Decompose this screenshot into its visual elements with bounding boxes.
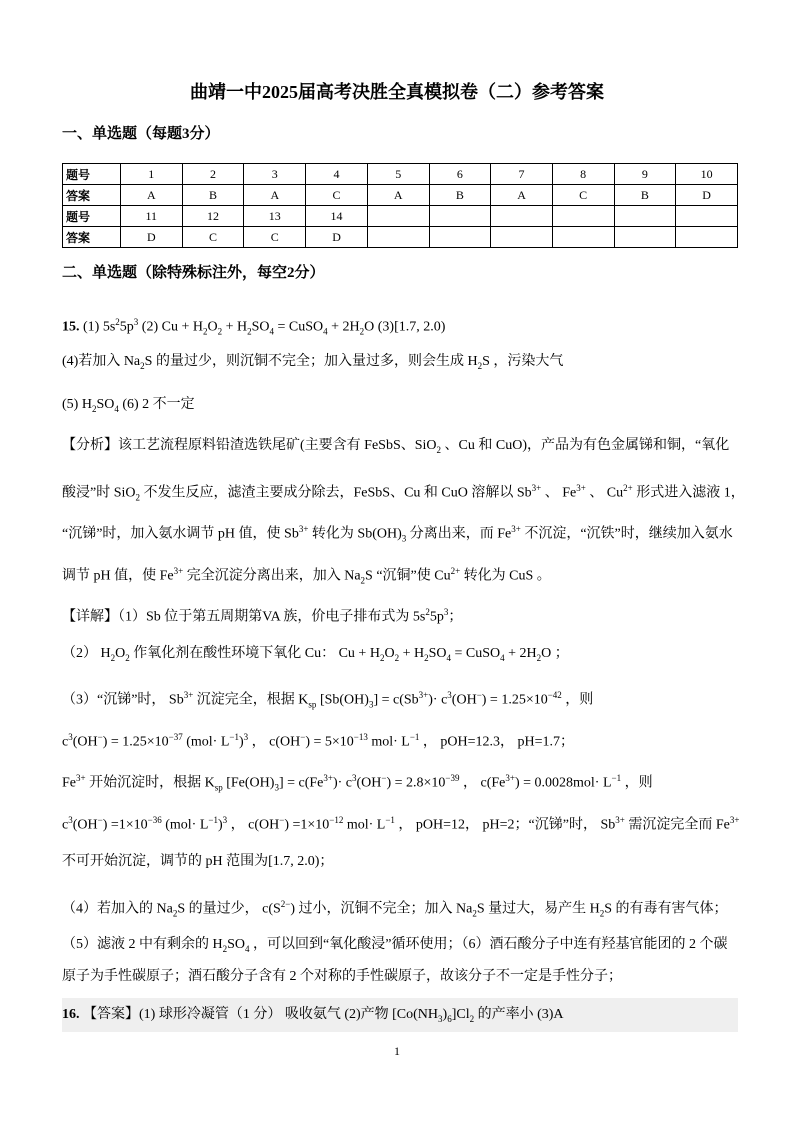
text-segment: 4 — [500, 652, 505, 663]
table-cell — [676, 206, 738, 227]
text-segment: (6) 2 不一定 — [118, 397, 195, 412]
text-segment: 6 — [447, 1013, 452, 1024]
text-segment: 【详解】（1）Sb 位于第五周期第VA 族，价电子排布式为 5s — [62, 609, 426, 625]
text-segment: 3+ — [576, 483, 586, 493]
text-segment: 3 — [352, 773, 357, 783]
text-segment: 、 Cu — [585, 485, 624, 501]
text-segment: 调节 pH 值，使 Fe — [62, 568, 174, 584]
text-segment: − — [381, 773, 387, 783]
text-segment: sp — [214, 782, 223, 793]
text-segment: (4)若加入 Na — [62, 354, 141, 369]
table-cell — [552, 227, 614, 248]
table-cell — [491, 206, 553, 227]
text-segment: 2− — [280, 899, 291, 909]
table-cell: 4 — [306, 164, 368, 185]
text-segment: 2 — [135, 492, 140, 503]
text-segment: 2 — [172, 908, 178, 919]
row-header: 题号 — [63, 206, 121, 227]
table-cell: A — [491, 185, 553, 206]
text-segment: −1 — [385, 815, 395, 825]
table-cell: 13 — [244, 206, 306, 227]
text-segment: 3+ — [511, 524, 521, 534]
text-segment: − — [279, 815, 285, 825]
text-segment: 2 — [359, 326, 365, 337]
text-segment: 3 — [447, 690, 452, 700]
text-line — [62, 352, 738, 376]
text-segment: O ； — [541, 646, 569, 661]
text-segment: Fe — [62, 775, 76, 791]
text-segment: [Fe(OH) — [222, 775, 275, 791]
text-segment: mol· L — [343, 817, 386, 833]
text-segment: (mol· L — [182, 734, 230, 750]
text-segment: ) — [442, 1007, 448, 1022]
text-segment: 不沉淀，“沉铁”时，继续加入氨水 — [520, 526, 733, 542]
text-segment: 2 — [247, 326, 252, 337]
text-line — [62, 478, 745, 507]
text-segment: 4 — [446, 652, 451, 663]
text-line — [62, 519, 738, 548]
text-segment: 3+ — [418, 690, 429, 700]
text-segment: ， c(Fe — [459, 775, 506, 791]
text-segment: − — [97, 732, 103, 742]
text-segment: 3 — [133, 317, 139, 327]
text-segment: 3 — [243, 732, 249, 742]
table-cell: D — [306, 227, 368, 248]
text-segment: 、Cu 和 CuO)，产品为有色金属锑和铜，“氧化 — [441, 438, 730, 453]
text-segment: S 的有毒有害气体； — [604, 901, 728, 917]
text-segment: ； — [448, 609, 463, 625]
text-line — [62, 935, 738, 959]
text-segment: ) =1×10 — [284, 817, 330, 833]
text-segment: − — [300, 732, 306, 742]
text-segment: 的产率小 (3)A — [474, 1007, 564, 1022]
text-segment: −12 — [329, 815, 344, 825]
section-heading-1: 一、单选题（每题3分） — [62, 126, 220, 142]
text-segment: −36 — [147, 815, 162, 825]
text-line — [62, 967, 738, 987]
text-line — [62, 602, 738, 628]
table-cell: B — [429, 185, 491, 206]
table-cell: 11 — [120, 206, 182, 227]
text-segment: 3+ — [615, 815, 625, 825]
text-segment: ，可以回到“氧化酸浸”循环使用；（6）酒石酸分子中连有羟基官能团的 2 个碳 — [249, 937, 728, 952]
text-segment: 3 — [222, 815, 228, 825]
text-segment: 3+ — [729, 815, 740, 825]
text-segment: 3+ — [76, 773, 86, 783]
text-segment: 【答案】(1) 球形冷凝管（1 分） 吸收氨气 (2)产物 [Co(NH — [79, 1007, 439, 1022]
table-cell — [491, 227, 553, 248]
text-segment: ) 过小，沉铜不完全；加入 Na — [290, 901, 473, 917]
text-segment: −1 — [409, 732, 420, 742]
table-cell: B — [614, 185, 676, 206]
row-header: 答案 — [63, 227, 121, 248]
table-cell: 7 — [491, 164, 553, 185]
text-line — [62, 312, 738, 341]
text-segment: ) = 2.8×10 — [386, 775, 446, 791]
row-header: 答案 — [63, 185, 121, 206]
table-cell — [429, 227, 491, 248]
text-segment: 2 — [202, 326, 208, 337]
table-cell — [614, 227, 676, 248]
text-segment: ) — [217, 817, 223, 833]
text-segment: 分离出来，而 Fe — [406, 526, 512, 542]
text-segment: 【分析】该工艺流程原料铅渣选铁尾矿(主要含有 FeSbS、SiO — [62, 438, 437, 453]
text-segment: ) = 5×10 — [305, 734, 354, 750]
text-segment: ，则 — [561, 692, 594, 708]
text-segment: + 2H — [327, 319, 360, 335]
text-segment: S ，污染大气 — [482, 354, 564, 369]
text-segment: （2） H — [62, 646, 111, 661]
table-cell: 14 — [306, 206, 368, 227]
text-segment: ] = c(Sb — [373, 692, 419, 708]
text-segment: 5p — [119, 319, 134, 335]
table-cell: 9 — [614, 164, 676, 185]
text-segment: 3 — [368, 699, 374, 710]
text-segment: [Sb(OH) — [316, 692, 369, 708]
text-segment: sp — [308, 699, 317, 710]
table-cell — [367, 206, 429, 227]
page-title: 曲靖一中2025届高考决胜全真模拟卷（二）参考答案 — [190, 82, 604, 102]
table-cell: 12 — [182, 206, 244, 227]
text-segment: c — [62, 734, 69, 750]
table-cell — [614, 206, 676, 227]
table-cell: 10 — [676, 164, 738, 185]
table-cell: 1 — [120, 164, 182, 185]
text-segment: 2 — [110, 652, 116, 663]
text-segment: 不可开始沉淀，调节的 pH 范围为[1.7, 2.0)； — [62, 854, 334, 869]
text-segment: 2 — [91, 403, 97, 414]
text-segment: 2 — [217, 326, 223, 337]
row-header: 题号 — [63, 164, 121, 185]
table-cell: D — [676, 185, 738, 206]
text-segment: (5) H — [62, 397, 92, 412]
table-row — [63, 206, 738, 227]
table-cell: C — [306, 185, 368, 206]
text-segment: 2 — [477, 360, 483, 371]
table-cell: C — [244, 227, 306, 248]
text-segment: mol· L — [367, 734, 410, 750]
text-segment: S 量过大，易产生 H — [476, 901, 600, 917]
text-segment: 3 — [68, 815, 73, 825]
table-cell: 6 — [429, 164, 491, 185]
text-segment: ) = 0.0028mol· L — [514, 775, 612, 791]
text-segment: −37 — [168, 732, 183, 742]
text-segment: ， pOH=12.3， pH=1.7； — [419, 734, 575, 750]
text-segment: SO — [96, 397, 115, 412]
text-segment: ) = 1.25×10 — [481, 692, 548, 708]
text-segment: 沉淀完全，根据 K — [193, 692, 309, 708]
text-segment: (OH — [72, 734, 98, 750]
text-line — [62, 685, 738, 714]
text-segment: S 的量过少， c(S — [177, 901, 281, 917]
text-segment: 3+ — [173, 566, 184, 576]
text-segment: 4 — [323, 326, 328, 337]
table-cell: D — [120, 227, 182, 248]
text-line — [62, 436, 738, 460]
table-cell: A — [244, 185, 306, 206]
text-segment: + H — [399, 646, 425, 661]
text-segment: (OH — [451, 692, 477, 708]
text-segment: S 的量过少，则沉铜不完全；加入量过多，则会生成 H — [144, 354, 478, 369]
text-segment: = CuSO — [450, 646, 501, 661]
text-segment: 2 — [536, 652, 542, 663]
text-segment: −1 — [229, 732, 239, 742]
text-segment: 需沉淀完全而 Fe — [624, 817, 730, 833]
text-segment: −42 — [547, 690, 562, 700]
table-cell — [552, 206, 614, 227]
text-line — [62, 768, 738, 797]
text-segment: 不发生反应，滤渣主要成分除去，FeSbS、Cu 和 CuO 溶解以 Sb — [140, 485, 532, 501]
text-segment: + H — [222, 319, 248, 335]
table-cell — [367, 227, 429, 248]
text-segment: 4 — [114, 403, 119, 414]
text-segment: 2 — [425, 607, 430, 617]
question-number: 15. — [62, 319, 80, 335]
text-segment: 2 — [469, 1013, 475, 1024]
table-cell: 3 — [244, 164, 306, 185]
text-segment: 2 — [360, 575, 366, 586]
text-segment: 形式进入滤液 1， — [632, 485, 745, 501]
table-cell: A — [120, 185, 182, 206]
text-segment: (OH — [72, 817, 98, 833]
text-segment: S “沉铜”使 Cu — [365, 568, 451, 584]
table-cell: 5 — [367, 164, 429, 185]
text-segment: 2 — [379, 652, 385, 663]
text-segment: （5）滤液 2 中有剩余的 H — [62, 937, 223, 952]
text-segment: ， pOH=12， pH=2；“沉锑”时， Sb — [394, 817, 616, 833]
text-segment: 3+ — [531, 483, 542, 493]
text-segment: − — [97, 815, 103, 825]
table-cell: A — [367, 185, 429, 206]
text-segment: 3+ — [505, 773, 515, 783]
text-line — [62, 894, 738, 923]
text-segment: 2 — [436, 444, 442, 455]
text-line — [62, 644, 738, 668]
text-segment: 3+ — [298, 524, 309, 534]
text-segment: （3）“沉锑”时， Sb — [62, 692, 184, 708]
text-line — [62, 395, 738, 419]
text-segment: “沉锑”时，加入氨水调节 pH 值，使 Sb — [62, 526, 299, 542]
text-segment: SO — [251, 319, 270, 335]
text-line — [62, 810, 738, 836]
text-segment: 3+ — [323, 773, 333, 783]
table-row — [63, 185, 738, 206]
text-segment: + 2H — [504, 646, 537, 661]
text-segment: 3 — [274, 782, 279, 793]
text-segment: O — [384, 646, 395, 661]
text-segment: 2 — [472, 908, 477, 919]
text-segment: = CuSO — [274, 319, 324, 335]
table-cell — [429, 206, 491, 227]
text-segment: (mol· L — [161, 817, 209, 833]
text-segment: 2 — [424, 652, 429, 663]
text-segment: 3 — [438, 1013, 443, 1024]
text-line — [62, 998, 738, 1032]
text-segment: 2+ — [623, 483, 633, 493]
text-segment: O (3)[1.7, 2.0) — [364, 319, 446, 335]
text-segment: SO — [428, 646, 447, 661]
text-segment: 2 — [140, 360, 145, 371]
text-segment: ) =1×10 — [102, 817, 148, 833]
text-line — [62, 852, 738, 872]
text-segment: 3 — [443, 607, 449, 617]
text-segment: ， c(OH — [227, 817, 280, 833]
table-cell: C — [552, 185, 614, 206]
text-segment: 转化为 Sb(OH) — [308, 526, 402, 542]
table-cell: 2 — [182, 164, 244, 185]
text-segment: 3+ — [183, 690, 194, 700]
text-segment: c — [62, 817, 69, 833]
text-segment: 开始沉淀时，根据 K — [85, 775, 215, 791]
text-segment: （4）若加入的 Na — [62, 901, 173, 917]
table-cell: 8 — [552, 164, 614, 185]
text-segment: −39 — [445, 773, 460, 783]
text-segment: 4 — [269, 326, 274, 337]
text-segment: 3 — [401, 533, 407, 544]
text-segment: 、 Fe — [541, 485, 577, 501]
text-segment: ) — [238, 734, 244, 750]
text-segment: 3 — [68, 732, 73, 742]
text-segment: ]Cl — [451, 1007, 470, 1022]
text-segment: 2+ — [450, 566, 461, 576]
text-segment: 4 — [245, 943, 250, 954]
text-segment: )· c — [428, 692, 448, 708]
text-segment: O — [115, 646, 126, 661]
text-segment: (2) Cu + H — [138, 319, 203, 335]
table-row — [63, 164, 738, 185]
text-line — [62, 561, 738, 590]
text-segment: 2 — [599, 908, 605, 919]
text-segment: 转化为 CuS 。 — [460, 568, 551, 584]
table-row — [63, 227, 738, 248]
text-segment: 2 — [125, 652, 130, 663]
text-segment: ， c(OH — [248, 734, 301, 750]
question-number: 16. — [62, 1007, 80, 1022]
text-segment: 作氧化剂在酸性环境下氧化 Cu： Cu + H — [129, 646, 380, 661]
text-segment: (OH — [356, 775, 382, 791]
text-segment: 酸浸”时 SiO — [62, 485, 136, 501]
answer-table — [62, 163, 738, 248]
text-segment: ) = 1.25×10 — [102, 734, 169, 750]
table-cell: C — [182, 227, 244, 248]
text-segment: O — [207, 319, 218, 335]
text-segment: −1 — [208, 815, 218, 825]
text-segment: )· c — [332, 775, 352, 791]
text-segment: 5p — [429, 609, 444, 625]
section-heading-2: 二、单选题（除特殊标注外，每空2分） — [62, 265, 325, 281]
text-segment: 原子为手性碳原子；酒石酸分子含有 2 个对称的手性碳原子，故该分子不一定是手性分子； — [62, 969, 622, 984]
text-segment: SO — [227, 937, 246, 952]
text-segment: ，则 — [621, 775, 653, 791]
text-segment: − — [476, 690, 482, 700]
text-segment: 2 — [394, 652, 400, 663]
text-segment: 2 — [115, 317, 120, 327]
text-segment: −1 — [611, 773, 622, 783]
text-segment: 完全沉淀分离出来，加入 Na — [183, 568, 361, 584]
table-cell — [676, 227, 738, 248]
text-line — [62, 727, 738, 753]
text-segment: −13 — [353, 732, 368, 742]
text-segment: 2 — [222, 943, 228, 954]
table-cell: B — [182, 185, 244, 206]
page-number: 1 — [394, 1044, 400, 1058]
text-segment: (1) 5s — [79, 319, 116, 335]
text-segment: ] = c(Fe — [278, 775, 324, 791]
